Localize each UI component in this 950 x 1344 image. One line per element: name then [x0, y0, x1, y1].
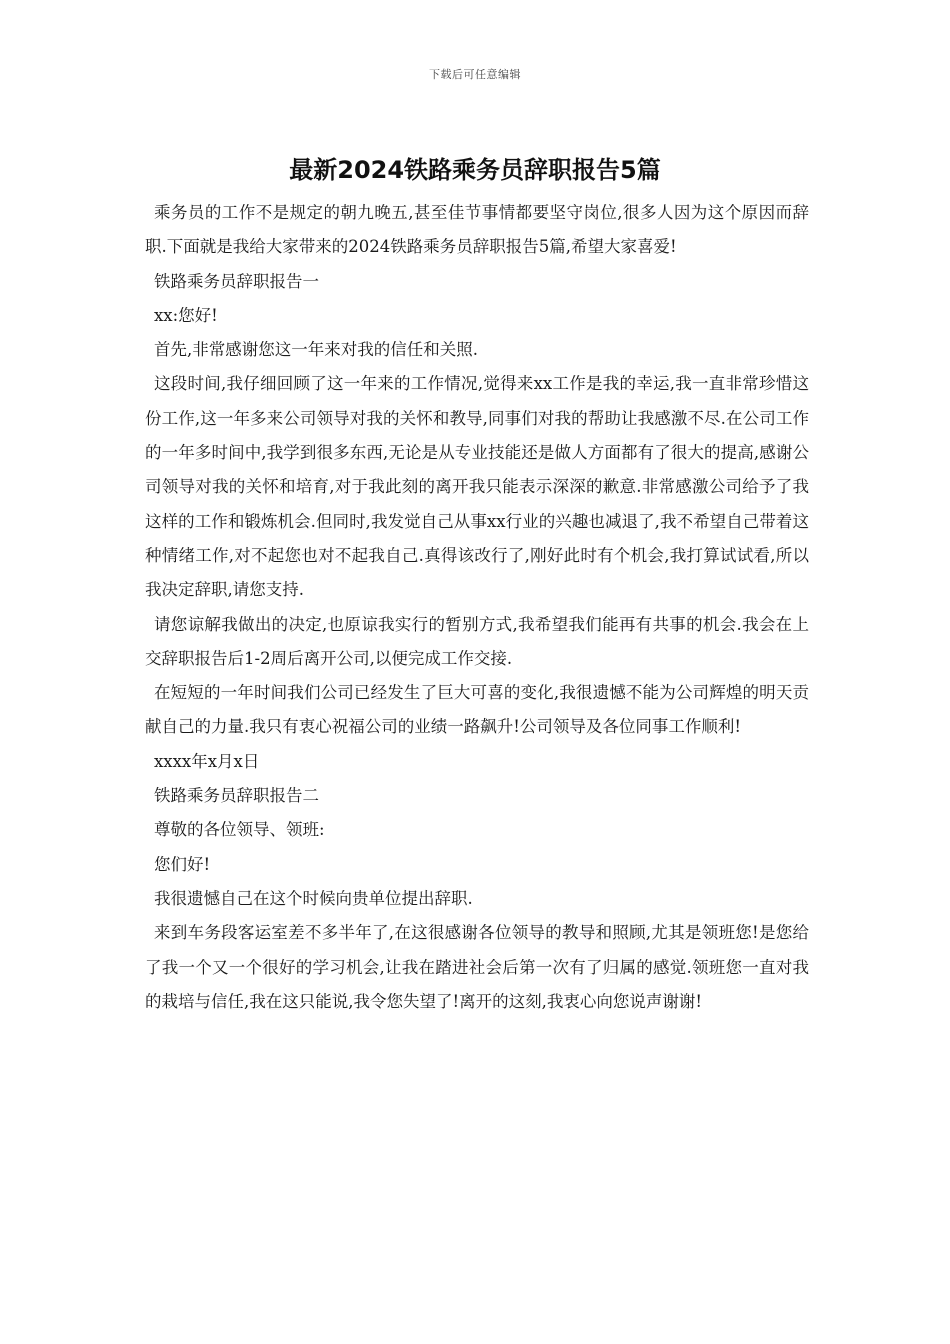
salutation: 尊敬的各位领导、领班:	[154, 820, 325, 840]
salutation: xx:您好!	[154, 305, 218, 325]
body-paragraph: 请您谅解我做出的决定,也原谅我实行的暂别方式,我希望我们能再有共事的机会.我会在上交辞职报告后1-2周后离开公司,以便完成工作交接.	[145, 614, 809, 668]
date-line: xxxx年x月x日	[154, 751, 260, 771]
section-heading-report-2: 铁路乘务员辞职报告二	[154, 786, 319, 806]
body-paragraph: 首先,非常感谢您这一年来对我的信任和关照.	[154, 340, 478, 360]
intro-paragraph: 乘务员的工作不是规定的朝九晚五,甚至佳节事情都要坚守岗位,很多人因为这个原因而辞职.下面就是我给大家带来的2024铁路乘务员辞职报告5篇,希望大家喜爱!	[145, 203, 809, 257]
body-paragraph: 这段时间,我仔细回顾了这一年来的工作情况,觉得来xx工作是我的幸运,我一直非常珍惜这份工作,这一年多来公司领导对我的关怀和教导,同事们对我的帮助让我感激不尽.在公司工作的一年多时间中,我学到很多东西,无论是从专业技能还是做人方面都有了很大的提高,感谢公司领导对我的关怀和培育,对于我此刻的离开我只能表示深深的歉意.非常感激公司给予了我这样的工作和锻炼机会.但同时,我发觉自己从事xx行业的兴趣也减退了,我不希望自己带着这种情绪工作,对不起您也对不起我自己.真得该改行了,刚好此时有个机会,我打算试试看,所以我决定辞职,请您支持.	[145, 374, 809, 600]
body-paragraph: 我很遗憾自己在这个时候向贵单位提出辞职.	[154, 888, 473, 908]
body-paragraph: 来到车务段客运室差不多半年了,在这很感谢各位领导的教导和照顾,尤其是领班您!是您给了我一个又一个很好的学习机会,让我在踏进社会后第一次有了归属的感觉.领班您一直对我的栽培与信任,我在这只能说,我令您失望了!离开的这刻,我衷心向您说声谢谢!	[145, 923, 809, 1011]
document-title: 最新2024铁路乘务员辞职报告5篇	[289, 156, 661, 184]
body-paragraph: 在短短的一年时间我们公司已经发生了巨大可喜的变化,我很遗憾不能为公司辉煌的明天贡献自己的力量.我只有衷心祝福公司的业绩一路飙升!公司领导及各位同事工作顺利!	[145, 683, 809, 737]
greeting: 您们好!	[154, 854, 211, 874]
header-note: 下载后可任意编辑	[429, 68, 521, 81]
section-heading-report-1: 铁路乘务员辞职报告一	[154, 271, 319, 291]
document-body	[145, 196, 809, 1019]
